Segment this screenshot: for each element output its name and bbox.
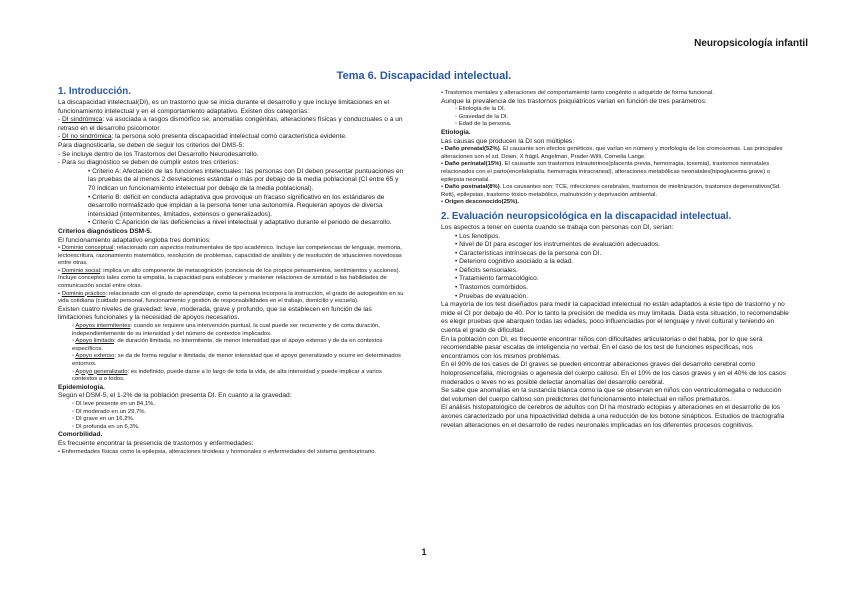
dsm-intro: El funcionamiento adaptativo engloba tres dominios: bbox=[58, 236, 211, 244]
trastornos-item-text: Trastornos mentales y alteraciones del comportamiento tanto congénito o adquirido de forma funcional. bbox=[444, 90, 714, 96]
diag-bullet-text: Se incluye dentro de los Trastornos del Desarrollo Neurodesarrollo. bbox=[62, 150, 259, 158]
epidemiologia-intro: Según el DSM-5, el 1-2% de la población presenta DI. En cuanto a la gravedad: bbox=[58, 392, 292, 400]
evaluacion-heading: 2. Evaluación neuropsicológica en la discapacidad intelectual. bbox=[441, 210, 732, 222]
trastornos-item: • Trastornos mentales y alteraciones del comportamiento tanto congénito o adquirido de forma funcional. bbox=[441, 90, 714, 96]
eval-paragraph: La mayoría de los test diseñados para medir la capacidad intelectual no están adaptados a este tipo de trastorno y no mide el CI por debajo de 40. Por lo tanto la precisión de medida es muy limitada. Dada esta situación, lo recomendable es elegir pruebas que abarquen todas las edades, poco influenciadas por el lenguaje y nivel cultural y teniendo en cuenta el grado de dificultad. bbox=[441, 301, 789, 335]
eval-paragraph: En la población con DI, es frecuente encontrar niños con dificultades articulatorias o del habla, por lo que será recomendable pasar escalas de inteligencia no verbal. En el caso de los test de funciones específicas, nos encontramos con los mismos problemas. bbox=[441, 335, 763, 360]
criterion-a-text: Criterio A: Afectación de las funciones intelectuales: las personas con DI deben presentar puntuaciones en las pruebas de al menos 2 desviaciones estándar o más por debajo de la media poblacional (CI entre 65 y 70 indican un funcionamiento intelectual por debajo de la media poblacional). bbox=[88, 167, 404, 192]
etiologia-intro: Las causas que producen la DI son múltiples: bbox=[441, 137, 575, 145]
eval-paragraph: Se sabe que anomalías en la sustancia blanca como la que se observan en niños con ventriculomegalia o reducción del volumen del cuerpo calloso son predictores del funcionamiento intelectual en niños prematuros. bbox=[441, 387, 782, 403]
domain-term: Dominio conceptual bbox=[61, 245, 114, 252]
param-item-text: Etiología de la DI. bbox=[458, 106, 506, 113]
etio-term: Origen desconocido(25%). bbox=[444, 199, 520, 206]
comorbilidad-item: • Enfermedades físicas como la epilepsia, alteraciones tiroideas y hormonales o enfermedades del sistema genitourinario. bbox=[58, 448, 377, 455]
domain-text: : relacionado con aspectos instrumentales de tipo académico. Incluye las competencias de lenguaje, memoria, lectoescritura, razonamiento matemático, resolución de problemas, capacidad de análisis y de resolución de situaciones novedosas entre otras. bbox=[58, 245, 402, 267]
criterion-a: • Criterio A: Afectación de las funciones intelectuales: las personas con DI deben presentar puntuaciones en las pruebas de al menos 2 desviaciones estándar o más por debajo de la media poblacional (CI entre 65 y 70 indican un funcionamiento intelectual por debajo de la media poblacional). bbox=[88, 167, 404, 192]
epi-item: ◦ DI moderado en un 29,7%. bbox=[72, 408, 147, 415]
apoyo-item: ◦ Apoyo limitado: de duración limitada, no intermitente, de menor intensidad que el apoyo extenso y de da en contextos específicos. bbox=[72, 338, 383, 352]
di-sindromica: - DI sindrómica: va asociada a rasgos dismórfico se, anomalías congénitas, alteraciones físicas y conductuales o a un retraso en el desarrollo psicomotor. bbox=[58, 116, 403, 132]
diag-bullet: - Se incluye dentro de los Trastornos del Desarrollo Neurodesarrollo. bbox=[58, 150, 259, 158]
apoyo-term: Apoyos intermitentes bbox=[75, 323, 131, 330]
etio-item: • Origen desconocido(25%). bbox=[441, 199, 520, 206]
apoyo-item: ◦ Apoyo extenso: se da de forma regular e ilimitada, de menor intensidad que el apoyo generalizado y ocurre en determinados entornos. bbox=[72, 353, 401, 367]
eval-item-text: Déficits sensoriales. bbox=[459, 266, 518, 274]
page-title: Tema 6. Discapacidad intelectual. bbox=[336, 70, 512, 82]
criterion-c-text: Criterio C:Aparición de las deficiencias a nivel intelectual y adaptativo durante el periodo de desarrollo. bbox=[92, 219, 392, 227]
eval-item: • Los fenotipos. bbox=[455, 232, 501, 240]
apoyo-text: : es indefinido, puede darse a lo largo de toda la vida, de alta intensidad y puede implicar a varios contextos a o todos. bbox=[72, 368, 382, 383]
etio-item: • Daño postnatal(8%). Los causantes son: TCE, infecciones cerebrales, trastornos de mielinización, trastornos degenerativos(Sd. Rett), epilepsias, trastorno tóxico metabólico, malnutrición y deprivación ambiental. bbox=[441, 184, 781, 198]
eval-item-text: Tratamiento farmacológico. bbox=[459, 275, 539, 283]
comorbilidad-item-text: Enfermedades físicas como la epilepsia, alteraciones tiroideas y hormonales o enfermedades del sistema genitourinario. bbox=[61, 448, 377, 455]
right-column bbox=[441, 90, 791, 430]
epi-item: ◦ DI leve presente en un 84,1%. bbox=[72, 400, 155, 407]
domain-practico: • Dominio práctico: relacionado con el grado de aprendizaje, como la persona incorpora la instrucción, el grado de autogestión en su vida cotidiana (cuidado personal, funcionamiento y gestión de responsabilidades en el trabajo, domicilio y escuela). bbox=[58, 290, 404, 305]
running-header: Neuropsicología infantil bbox=[694, 38, 808, 49]
eval-item: • Deterioro cognitivo asociado a la edad. bbox=[455, 258, 574, 266]
domain-text: : implica un alto componente de metacognición (conciencia de los propios pensamientos, sentimientos y acciones). Incluye conceptos tales como la empatía, la capacidad para establecer y mantener relaciones de amistad o las habilidades de comunicación social entre otras. bbox=[58, 267, 401, 290]
eval-item-text: Deterioro cognitivo asociado a la edad. bbox=[459, 258, 574, 266]
di-no-sindromica-term: DI no sindrómica bbox=[62, 133, 112, 141]
intro-paragraph: La discapacidad intelectual(DI), es un trastorno que se inicia durante el desarrollo y que incluye limitaciones en el funcionamiento intelectual y en el comportamiento adaptativo. Existen dos categorías: bbox=[58, 99, 389, 115]
param-item-text: Edad de la persona. bbox=[458, 121, 512, 128]
domain-conceptual: • Dominio conceptual: relacionado con aspectos instrumentales de tipo académico. Incluye las competencias de lenguaje, memoria, lectoescritura, razonamiento matemático, resolución de problemas, capacidad de análisis y de resolución de situaciones novedosas entre otras. bbox=[58, 245, 402, 267]
diag-intro: Para diagnosticarla, se deben de seguir los criterios del DMS-5: bbox=[58, 141, 245, 149]
etio-term: Daño prenatal(52%) bbox=[444, 146, 500, 153]
epi-item: ◦ DI grave en un 16,2%. bbox=[72, 416, 135, 423]
eval-item: • Características intrínsecas de la persona con DI. bbox=[455, 249, 602, 257]
di-sindromica-term: DI sindrómica bbox=[62, 116, 103, 124]
comorbilidad-intro: Es frecuente encontrar la presencia de trastornos y enfermedades: bbox=[58, 439, 254, 447]
eval-item-text: Características intrínsecas de la persona con DI. bbox=[459, 249, 602, 257]
epi-item-text: DI moderado en un 29,7%. bbox=[75, 408, 147, 415]
eval-item-text: Pruebas de evaluación. bbox=[459, 292, 529, 300]
criterion-b: • Criterio B: déficit en conducta adaptativa que provoque un fracaso significativo en los estándares de desarrollo normalizado que impidan a la persona tener una autonomía. Requieran apoyos de diversa intensidad (intermitentes, limitados, extensos o generalizados). bbox=[88, 193, 385, 218]
eval-item: • Trastornos comórbidos. bbox=[455, 284, 529, 292]
di-no-sindromica-text: : la persona solo presenta discapacidad intelectual como característica evidente. bbox=[111, 133, 347, 141]
comorbilidad-heading: Comorbilidad. bbox=[58, 431, 103, 439]
prevalencia-intro: Aunque la prevalencia de los trastornos psiquiátricos varían en función de tres parámetros: bbox=[441, 97, 707, 105]
etio-item: • Daño perinatal(15%). El causante son trastornos intrauterinos(placenta previa, hemorragia, toxemia), trastornos neonatales relacionados con el parto(encefalopatía, hemorragia intracraneal), alteraciones metabólicas neonatales(hipoglucemia grave) o epilepsia neonatal. bbox=[441, 161, 771, 183]
di-sindromica-text: : va asociada a rasgos dismórfico se, anomalías congénitas, alteraciones físicas y conductuales o a un retraso en el desarrollo psicomotor. bbox=[58, 116, 403, 132]
etio-term: Daño postnatal(8%) bbox=[444, 184, 500, 191]
left-column bbox=[58, 86, 406, 456]
eval-item: • Nivel de DI para escoger los instrumentos de evaluación adecuados. bbox=[455, 241, 660, 249]
epi-item-text: DI grave en un 16,2%. bbox=[75, 416, 135, 423]
intro-heading: 1. Introducción. bbox=[58, 86, 131, 97]
param-item: ◦ Etiología de la DI. bbox=[455, 106, 506, 113]
diag-bullet-text: Para su diagnóstico se deben de cumplir estos tres criterios: bbox=[62, 159, 239, 167]
apoyo-item: ◦ Apoyo generalizado: es indefinido, puede darse a lo largo de toda la vida, de alta intensidad y puede implicar a varios contextos a o todos. bbox=[72, 368, 382, 383]
epidemiologia-heading: Epidemiología. bbox=[58, 383, 105, 391]
eval-item: • Tratamiento farmacológico. bbox=[455, 275, 539, 283]
di-no-sindromica: - DI no sindrómica: la persona solo presenta discapacidad intelectual como característica evidente. bbox=[58, 133, 347, 141]
epi-item-text: DI leve presente en un 84,1%. bbox=[75, 400, 155, 407]
gravedad-intro: Existen cuatro niveles de gravedad: leve, moderada, grave y profundo, que se establecen en función de las limitaciones funcionales y la necesidad de apoyos necesarios. bbox=[58, 305, 372, 322]
page-number: 1 bbox=[421, 547, 427, 557]
apoyo-text: : de duración limitada, no intermitente, de menor intensidad que el apoyo extenso y de da en contextos específicos. bbox=[72, 338, 383, 352]
eval-item: • Déficits sensoriales. bbox=[455, 266, 518, 274]
apoyo-text: : cuando se requiere una intervención puntual, la cual puede ser recurrente y de corta duración, independientemente de su intensidad y del número de contextos implicados. bbox=[72, 323, 380, 337]
apoyo-term: Apoyo generalizado bbox=[75, 368, 128, 375]
eval-paragraph: El análisis histopatológico de cerebros de adultos con DI ha mostrado ectopias y alteraciones en el desarrollo de los axones caracterizado por una hipoactividad debida a una reducción de los botone sinápticos. Estudios de tractografía revelan alteraciones en el desarrollo de redes neuronales implicadas en los diferentes procesos cognitivos. bbox=[441, 404, 785, 429]
domain-term: Dominio social bbox=[61, 267, 101, 274]
eval-item: • Pruebas de evaluación. bbox=[455, 292, 529, 300]
eval-item-text: Trastornos comórbidos. bbox=[459, 284, 529, 292]
param-item: ◦ Gravedad de la DI. bbox=[455, 113, 509, 120]
etio-text: . El causante son trastornos intrauterinos(placenta previa, hemorragia, toxemia), trastornos neonatales relacionados con el parto(encefalopatía, hemorragia intracraneal), alteraciones metabólicas neonatales(hipoglucemia grave) o epilepsia neonatal. bbox=[441, 161, 771, 183]
evaluacion-intro: Los aspectos a tener en cuenta cuando se trabaja con personas con DI, serían: bbox=[441, 223, 674, 231]
criterion-c: • Criterio C:Aparición de las deficiencias a nivel intelectual y adaptativo durante el periodo de desarrollo. bbox=[88, 219, 392, 227]
eval-item-text: Los fenotipos. bbox=[459, 232, 501, 240]
etio-text: . El causante son efectos genéticos, que varían en número y morfología de los cromosomas. Las principales alteraciones son el sd. Down, X frágil, Angelman, Prader-Willi, Cornelia Lange. bbox=[441, 146, 783, 160]
diag-bullet: - Para su diagnóstico se deben de cumplir estos tres criterios: bbox=[58, 159, 239, 167]
param-item: ◦ Edad de la persona. bbox=[455, 121, 512, 128]
dsm-heading: Criterios diagnósticos DSM-5. bbox=[58, 227, 152, 235]
domain-social: • Dominio social: implica un alto componente de metacognición (conciencia de los propios pensamientos, sentimientos y acciones). Incluye conceptos tales como la empatía, la capacidad para establecer y mantener relaciones de amistad o las habilidades de comunicación social entre otras. bbox=[58, 267, 401, 290]
criterion-b-text: Criterio B: déficit en conducta adaptativa que provoque un fracaso significativo en los estándares de desarrollo normalizado que impidan a la persona tener una autonomía. Requieran apoyos de diversa intensidad (intermitentes, limitados, extensos o generalizados). bbox=[88, 193, 385, 218]
etio-term: Daño perinatal(15%) bbox=[444, 161, 502, 168]
epi-item-text: DI profunda en un 6,3%. bbox=[75, 423, 140, 430]
param-item-text: Gravedad de la DI. bbox=[458, 113, 509, 120]
eval-item-text: Nivel de DI para escoger los instrumentos de evaluación adecuados. bbox=[459, 241, 660, 249]
apoyo-item: ◦ Apoyos intermitentes: cuando se requiere una intervención puntual, la cual puede ser recurrente y de corta duración, independientemente de su intensidad y del número de contextos implicados. bbox=[72, 323, 380, 337]
apoyo-term: Apoyo extenso bbox=[75, 353, 115, 360]
epi-item: ◦ DI profunda en un 6,3%. bbox=[72, 423, 140, 430]
etio-item: • Daño prenatal(52%). El causante son efectos genéticos, que varían en número y morfología de los cromosomas. Las principales alteraciones son el sd. Down, X frágil, Angelman, Prader-Willi, Cornelia Lange. bbox=[441, 146, 783, 160]
domain-term: Dominio práctico bbox=[61, 290, 106, 297]
etiologia-heading: Etiología. bbox=[441, 128, 471, 136]
apoyo-text: : se da de forma regular e ilimitada, de menor intensidad que el apoyo generalizado y ocurre en determinados entornos. bbox=[72, 353, 401, 367]
etio-text: . Los causantes son: TCE, infecciones cerebrales, trastornos de mielinización, trastornos degenerativos(Sd. Rett), epilepsias, trastorno tóxico metabólico, malnutrición y deprivación ambiental. bbox=[441, 184, 781, 198]
eval-paragraph: En el 90% de los casos de DI graves se pueden encontrar alteraciones graves del desarrollo cerebral como holoprosencefalia, micrognias o agenesia del cuerpo calloso. En el 10% de los casos graves y en el 40% de los casos moderados o leves no es posible detectar anomalías del desarrollo cerebral. bbox=[441, 361, 786, 386]
apoyo-term: Apoyo limitado bbox=[75, 338, 115, 345]
domain-text: : relacionado con el grado de aprendizaje, como la persona incorpora la instrucción, el grado de autogestión en su vida cotidiana (cuidado personal, funcionamiento y gestión de responsabilidades en el trabajo, domicilio y escuela). bbox=[58, 290, 404, 305]
